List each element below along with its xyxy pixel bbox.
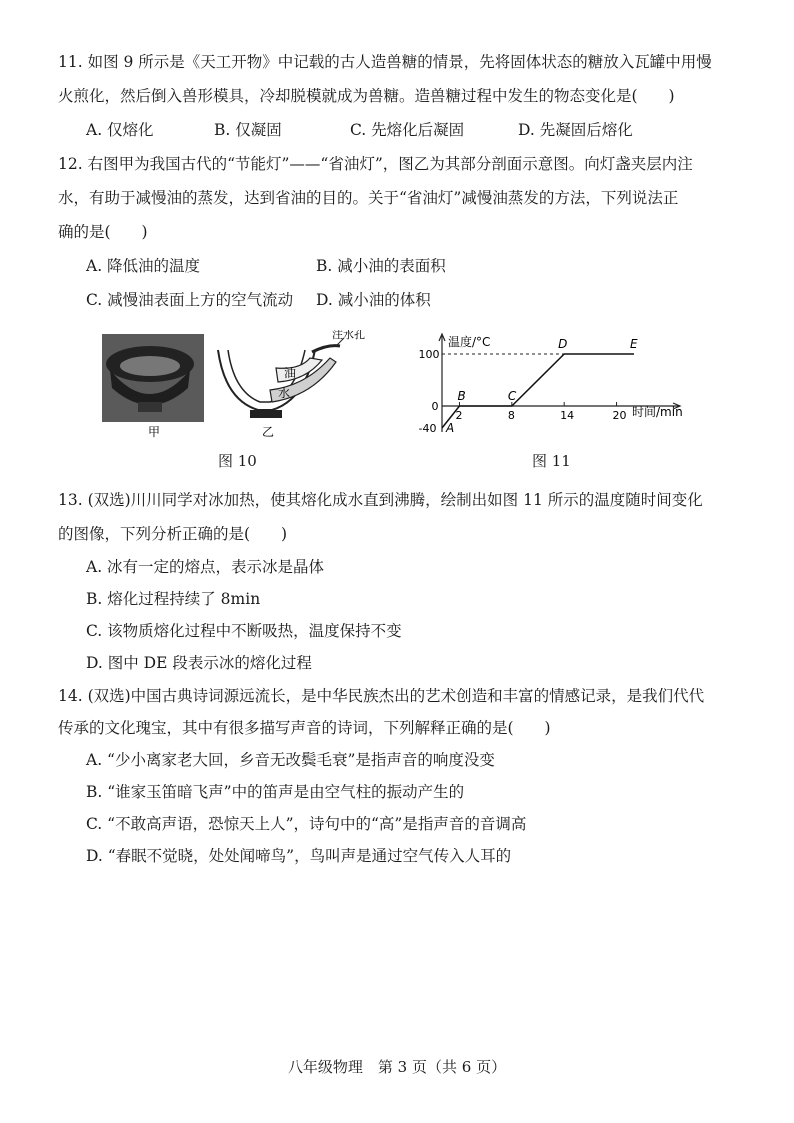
q14-option-a: A. “少小离家老大回，乡音无改鬓毛衰”是指声音的响度没变: [86, 751, 495, 769]
x-tick-label: 14: [560, 409, 575, 422]
lamp-section-base: [250, 410, 282, 418]
oil-lamp-illustration: [100, 330, 390, 440]
page-footer: 八年级物理 第 3 页（共 6 页）: [287, 1058, 507, 1076]
q12-stem-line3: 确的是( ): [58, 223, 148, 241]
lamp-photo-base: [138, 402, 162, 412]
label-water-hole: 注水孔: [332, 330, 365, 341]
lamp-photo-inner: [120, 356, 180, 376]
label-jia: 甲: [148, 425, 161, 439]
label-water: 水: [278, 386, 291, 400]
label-oil: 油: [284, 366, 297, 380]
y-tick-label: 100: [418, 348, 440, 361]
q12-option-b: B. 减小油的表面积: [316, 257, 446, 275]
q13-option-c: C. 该物质熔化过程中不断吸热，温度保持不变: [86, 622, 402, 640]
x-tick-label: 2: [455, 409, 463, 422]
q14-stem-line1: 14. (双选)中国古典诗词源远流长，是中华民族杰出的艺术创造和丰富的情感记录，是我们代代: [58, 687, 705, 705]
q11-option-c: C. 先熔化后凝固: [350, 121, 465, 139]
point-label-a: A: [446, 421, 455, 435]
q14-option-d: D. “春眠不觉晓，处处闻啼鸟”，鸟叫声是通过空气传入人耳的: [86, 847, 512, 865]
q11-option-a: A. 仅熔化: [86, 121, 154, 139]
q14-option-b: B. “谁家玉笛暗飞声”中的笛声是由空气柱的振动产生的: [86, 783, 465, 801]
label-yi: 乙: [262, 425, 275, 439]
q12-option-a: A. 降低油的温度: [86, 257, 201, 275]
y-axis-label: 温度/°C: [448, 335, 491, 349]
temperature-curve: [442, 354, 634, 428]
q13-option-a: A. 冰有一定的熔点，表示冰是晶体: [86, 558, 325, 576]
figure-11: [400, 330, 700, 440]
q13-stem-line2: 的图像，下列分析正确的是( ): [58, 525, 288, 543]
q12-option-d: D. 减小油的体积: [316, 291, 431, 309]
point-label-d: D: [558, 337, 568, 351]
point-label-e: E: [630, 337, 638, 351]
q12-option-c: C. 减慢油表面上方的空气流动: [86, 291, 294, 309]
q13-option-d: D. 图中 DE 段表示冰的熔化过程: [86, 654, 312, 672]
q13-stem-line1: 13. (双选)川川同学对冰加热，使其熔化成水直到沸腾，绘制出如图 11 所示的温度随时间变化: [58, 491, 703, 509]
figure-11-caption: 图 11: [532, 452, 571, 470]
wick: [312, 346, 340, 352]
q12-stem-line1: 12. 右图甲为我国古代的“节能灯”——“省油灯”，图乙为其部分剖面示意图。向灯盏夹层内注: [58, 155, 693, 173]
q11-option-d: D. 先凝固后熔化: [518, 121, 633, 139]
q12-stem-line2: 水，有助于减慢油的蒸发，达到省油的目的。关于“省油灯”减慢油蒸发的方法，下列说法正: [58, 189, 679, 207]
figure-10-caption: 图 10: [218, 452, 257, 470]
point-label-c: C: [507, 389, 517, 403]
q11-option-b: B. 仅凝固: [214, 121, 282, 139]
figure-10: [100, 330, 390, 440]
q13-option-b: B. 熔化过程持续了 8min: [86, 590, 261, 608]
q14-option-c: C. “不敢高声语，恐惊天上人”，诗句中的“高”是指声音的音调高: [86, 815, 527, 833]
q14-stem-line2: 传承的文化瑰宝，其中有很多描写声音的诗词，下列解释正确的是( ): [58, 719, 551, 737]
x-tick-label: 20: [612, 409, 627, 422]
point-label-b: B: [457, 389, 466, 403]
q11-stem-line2: 火煎化，然后倒入兽形模具，冷却脱模就成为兽糖。造兽糖过程中发生的物态变化是( ): [58, 87, 675, 105]
temperature-time-chart: [400, 330, 700, 440]
lamp-outer-bowl: [218, 350, 315, 410]
y-tick-label: 0: [431, 400, 439, 413]
q11-stem-line1: 11. 如图 9 所示是《天工开物》中记载的古人造兽糖的情景，先将固体状态的糖放入瓦罐中用慢: [58, 53, 712, 71]
x-tick-label: 8: [507, 409, 515, 422]
y-tick-label: -40: [418, 422, 437, 435]
x-axis-label: 时间/min: [632, 405, 683, 419]
